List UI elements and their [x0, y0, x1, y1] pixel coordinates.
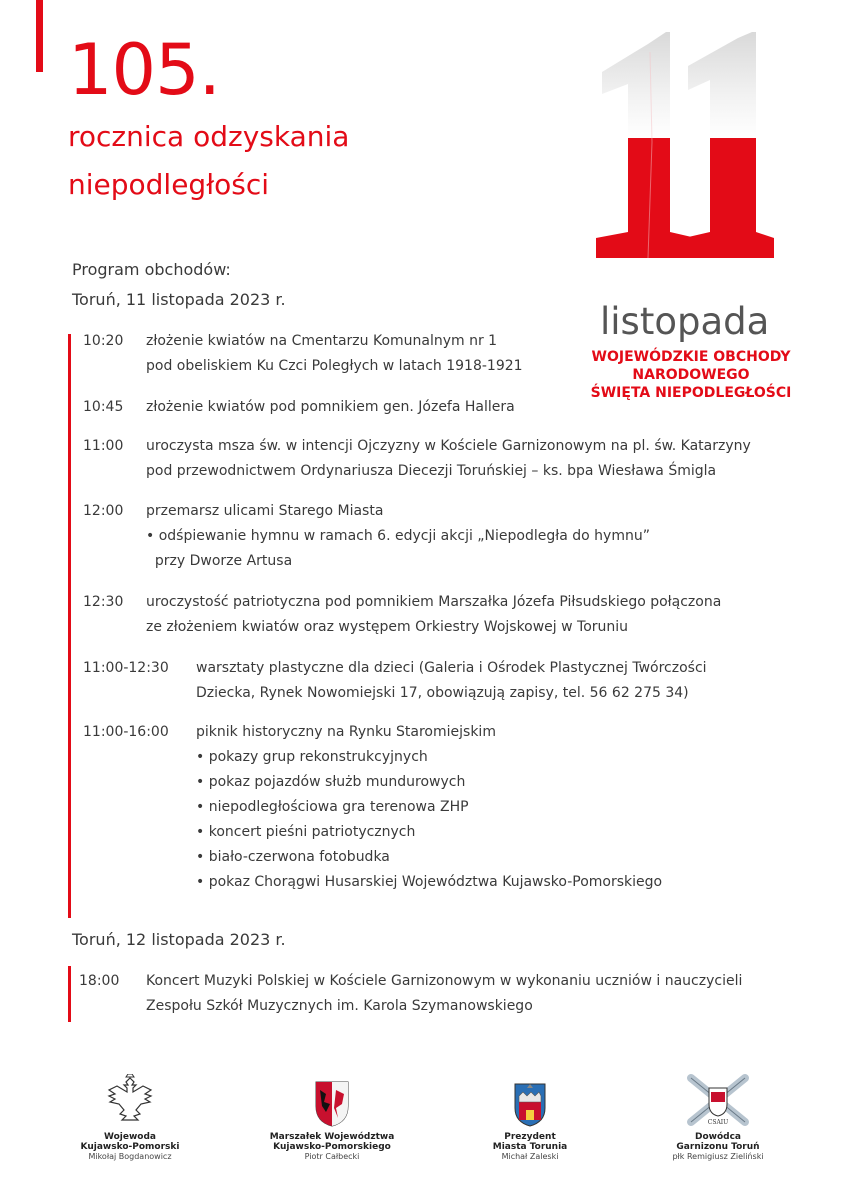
event-time: 11:00-16:00: [83, 724, 169, 740]
footer-voivode: [40, 1072, 220, 1162]
event-line: Zespołu Szkół Muzycznych im. Karola Szymanowskiego: [146, 998, 533, 1014]
event-line: Dziecka, Rynek Nowomiejski 17, obowiązują zapisy, tel. 56 62 275 34): [196, 685, 689, 701]
event-description: [146, 395, 515, 420]
footer-role-1: [40, 1132, 220, 1152]
event-line: uroczysta msza św. w intencji Ojczyzny w Kościele Garnizonowym na pl. św. Katarzyny: [146, 438, 751, 454]
event-description: [196, 656, 707, 706]
footer-president: [440, 1072, 620, 1162]
event-line: ze złożeniem kwiatów oraz występem Orkiestry Wojskowej w Toruniu: [146, 619, 629, 635]
footer-garrison: [628, 1072, 808, 1162]
role-line: Wojewoda: [104, 1132, 156, 1142]
role-line: Dowódca: [694, 1132, 741, 1142]
footer-person-2: Piotr Całbecki: [304, 1152, 360, 1161]
role-line: Prezydent: [504, 1132, 556, 1142]
title-line-2: niepodległości: [68, 168, 270, 201]
event-description: [146, 499, 650, 574]
event-description: [146, 590, 721, 640]
footer-person-1: Mikołaj Bogdanowicz: [88, 1152, 172, 1161]
footer-role-4: [628, 1132, 808, 1152]
event-description: [146, 434, 751, 484]
role-line: Marszałek Województwa: [269, 1132, 395, 1142]
tagline-line-1: WOJEWÓDZKIE OBCHODY: [591, 349, 791, 365]
eleven-listopada-logo: [588, 32, 774, 272]
anniversary-number: 105.: [68, 29, 220, 111]
event-line: • koncert pieśni patriotycznych: [196, 824, 416, 840]
event-line: piknik historyczny na Rynku Staromiejskim: [196, 724, 496, 740]
event-time: 10:20: [83, 333, 124, 349]
event-time: 11:00: [83, 438, 124, 454]
event-line: • pokaz Chorągwi Husarskiej Województwa Kujawsko-Pomorskiego: [196, 874, 663, 890]
event-time: 12:00: [83, 503, 124, 519]
role-line: Garnizonu Toruń: [676, 1142, 760, 1152]
event-line: • niepodległościowa gra terenowa ZHP: [196, 799, 469, 815]
event-description: [146, 329, 523, 379]
eagle-emblem-icon: [105, 1074, 155, 1128]
svg-text:CSAIU: CSAIU: [707, 1119, 729, 1126]
footer-person-4: płk Remigiusz Zieliński: [672, 1152, 764, 1161]
footer-role-2: [242, 1132, 422, 1152]
event-time: 12:30: [83, 594, 124, 610]
role-line: Kujawsko-Pomorski: [80, 1142, 180, 1152]
day1-timeline-bar: [68, 334, 71, 918]
garrison-emblem-icon: [685, 1072, 751, 1128]
day1-title: Toruń, 11 listopada 2023 r.: [72, 290, 286, 309]
event-line: przy Dworze Artusa: [146, 553, 293, 569]
footer-marshal: [242, 1072, 422, 1162]
event-line: • pokazy grup rekonstrukcyjnych: [196, 749, 428, 765]
day2-title: Toruń, 12 listopada 2023 r.: [72, 930, 286, 949]
event-line: złożenie kwiatów na Cmentarzu Komunalnym nr 1: [146, 333, 498, 349]
accent-bar: [36, 0, 43, 72]
event-time: 18:00: [79, 973, 120, 989]
logo-word: listopada: [600, 300, 770, 343]
number-eleven-icon: [588, 32, 774, 272]
event-line: • odśpiewanie hymnu w ramach 6. edycji akcji „Niepodległa do hymnu”: [146, 528, 650, 544]
event-time: 11:00-12:30: [83, 660, 169, 676]
torun-coat-of-arms-icon: [513, 1082, 547, 1128]
event-line: pod przewodnictwem Ordynariusza Diecezji Toruńskiej – ks. bpa Wiesława Śmigla: [146, 463, 717, 479]
event-description: [196, 720, 662, 895]
event-description: [146, 969, 742, 1019]
footer-role-3: [440, 1132, 620, 1152]
footer-person-3: Michał Zaleski: [501, 1152, 559, 1161]
event-line: Koncert Muzyki Polskiej w Kościele Garnizonowym w wykonaniu uczniów i nauczycieli: [146, 973, 743, 989]
event-line: uroczystość patriotyczna pod pomnikiem Marszałka Józefa Piłsudskiego połączona: [146, 594, 722, 610]
event-line: przemarsz ulicami Starego Miasta: [146, 503, 384, 519]
day2-timeline-bar: [68, 966, 71, 1022]
logo-tagline: [586, 348, 796, 402]
role-line: Miasta Torunia: [492, 1142, 568, 1152]
event-line: warsztaty plastyczne dla dzieci (Galeria i Ośrodek Plastycznej Twórczości: [196, 660, 707, 676]
tagline-line-2: NARODOWEGO: [632, 367, 750, 383]
program-label: Program obchodów:: [72, 260, 231, 279]
event-line: • biało-czerwona fotobudka: [196, 849, 390, 865]
regional-coat-of-arms-icon: [312, 1078, 352, 1128]
event-line: złożenie kwiatów pod pomnikiem gen. Józefa Hallera: [146, 399, 515, 415]
event-line: pod obeliskiem Ku Czci Poległych w latach 1918-1921: [146, 358, 523, 374]
event-time: 10:45: [83, 399, 124, 415]
tagline-line-3: ŚWIĘTA NIEPODLEGŁOŚCI: [590, 385, 792, 401]
page-title: [68, 113, 349, 209]
title-line-1: rocznica odzyskania: [68, 120, 350, 153]
role-line: Kujawsko-Pomorskiego: [273, 1142, 391, 1152]
event-line: • pokaz pojazdów służb mundurowych: [196, 774, 466, 790]
